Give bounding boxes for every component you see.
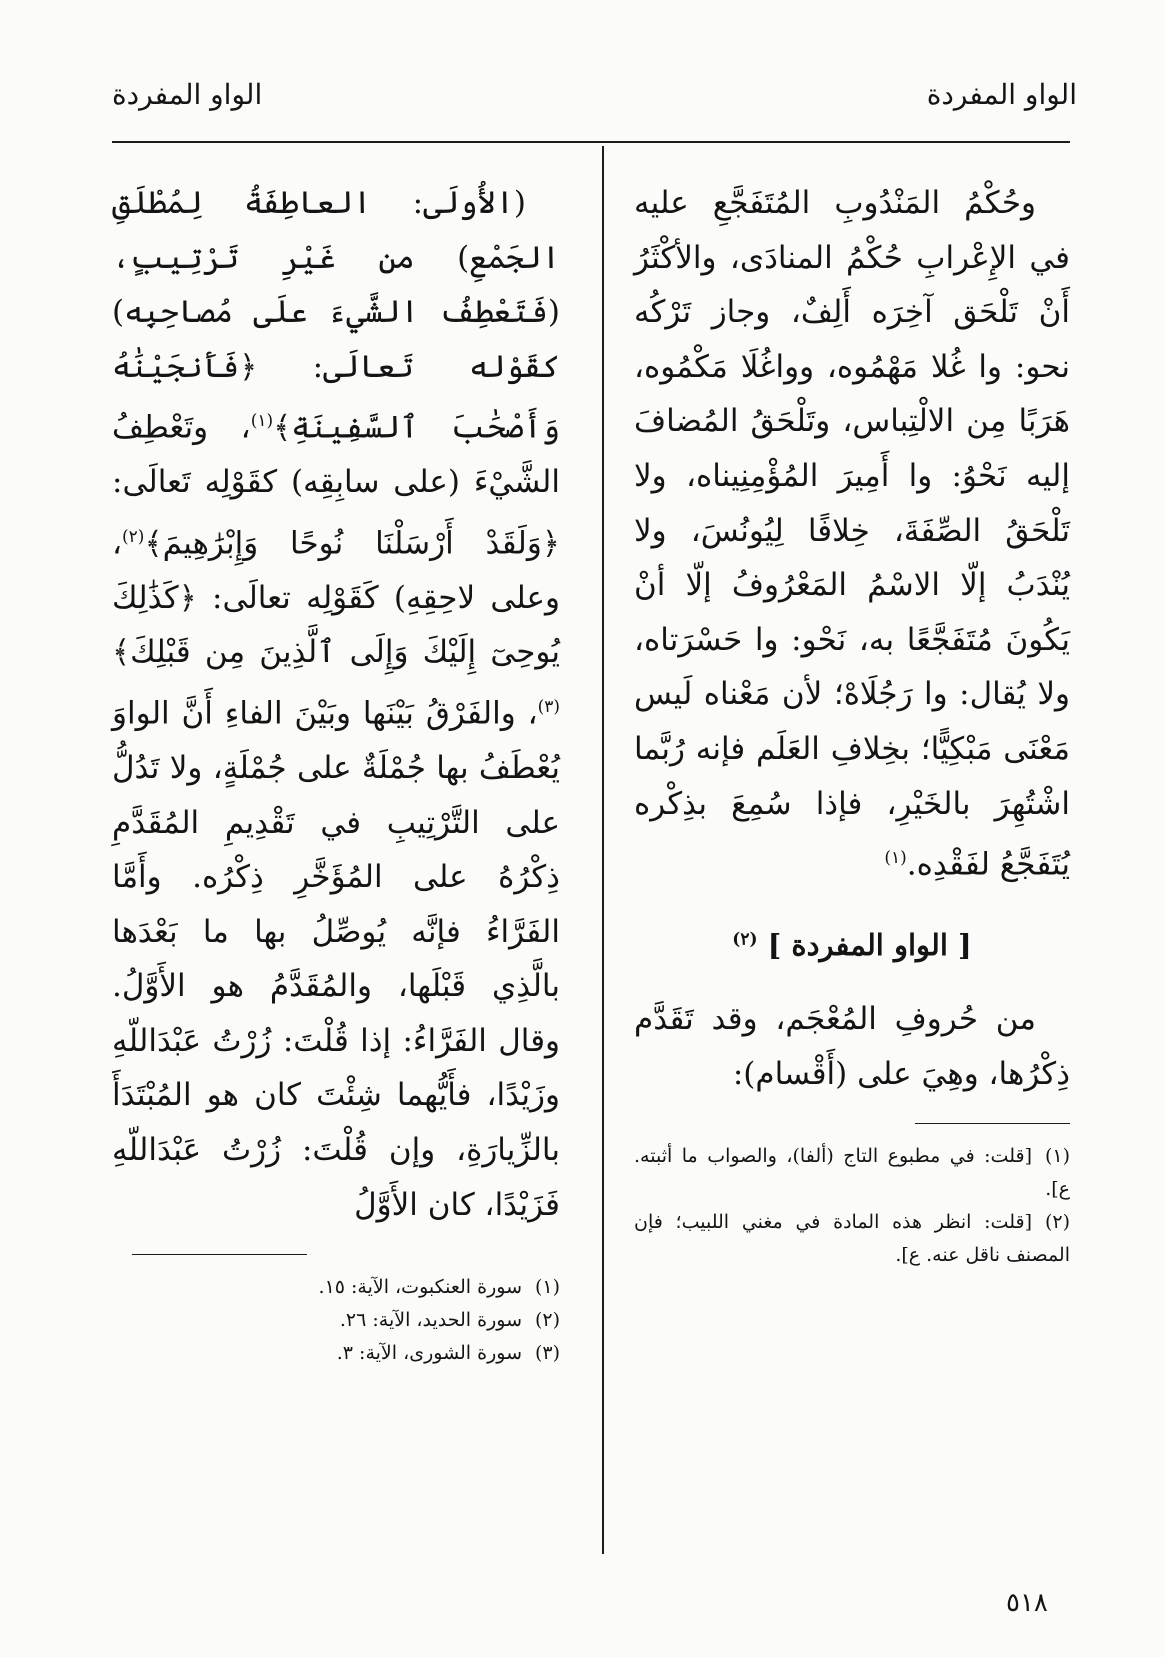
footnote — [634, 1140, 1070, 1206]
left-paragraph — [112, 176, 560, 1232]
footnote-ref: (٢) — [732, 929, 758, 950]
footnote-number: (١) — [1044, 1145, 1070, 1168]
page-number: ٥١٨ — [1006, 1588, 1048, 1618]
footnote-ref: (١) — [884, 848, 907, 869]
footnote-number: (٢) — [534, 1309, 560, 1332]
text-segment: ، والفَرْقُ بَيْنَها وبَيْنَ الفاءِ أَنَّ الواوَ يُعْطَفُ بها جُمْلَةٌ على جُمْلَةٍ، ولا تَدُلُّ على التَّرْتِيبِ في تَقْدِيمِ المُقَدَّمِ ذِكْرُهُ على المُؤَخَّرِ ذِكْرُه. وأَمَّا الفَرَّاءُ فإنَّه يُوصِّلُ بها ما بَعْدَها بالَّذِي قَبْلَها، والمُقَدَّمُ هو الأَوَّلُ. وقال الفَرَّاءُ: إذا قُلْتَ: زُرْتُ عَبْدَاللّهِ وزَيْدًا، فأَيُّهما شِئْتَ كان هو المُبْتَدَأَ بالزِّيارَةِ، وإن قُلْتَ: زُرْتُ عَبْدَاللّهِ فَزَيْدًا، كان الأَوَّلُ — [112, 695, 560, 1223]
text-segment: (الأُولَى: العاطِفَةُ لِمُطْلَقِ الجَمْعِ) من غَيْرِ تَرْتِيبٍ، (فَتَعْطِفُ الشَّيءَ علَى مُصاحِبِه) كقَوْله تَعالَى: ﴿فَأَنجَيْنَٰهُ وَأَصْحَٰبَ ٱلسَّفِينَةِ﴾ — [112, 185, 561, 446]
text-segment: ، وعلى لاحِقِهِ) كَقَوْلِه تعالَى: ﴿كَذَٰلِكَ يُوحِىٓ إِلَيْكَ وَإِلَى ٱلَّذِينَ مِن قَبْلِكَ﴾ — [112, 525, 560, 671]
footnote — [112, 1337, 560, 1370]
footnote-ref: (١) — [250, 411, 274, 432]
right-column — [634, 176, 1070, 1272]
footnote-number: (٣) — [534, 1342, 560, 1365]
running-header-left: الواو المفردة — [112, 78, 263, 111]
footnote-rule — [132, 1254, 307, 1255]
footnote-ref: (٢) — [122, 526, 145, 547]
section-heading-text: [ الواو المفردة ] — [767, 928, 972, 963]
footnote-number: (٢) — [1044, 1211, 1070, 1234]
footnote — [112, 1304, 560, 1337]
footnote-text: سورة الحديد، الآية: ٢٦. — [339, 1309, 522, 1332]
footnote-rule — [915, 1123, 1070, 1124]
footnote-text: سورة الشورى، الآية: ٣. — [336, 1342, 522, 1365]
right-paragraph-2: من حُروفِ المُعْجَم، وقد تَقَدَّم ذِكْرُها، وهِيَ على (أَقْسام): — [634, 1001, 1070, 1092]
footnote-text: [قلت: انظر هذه المادة في مغني اللبيب؛ فإن المصنف ناقل عنه. ع]. — [634, 1211, 1070, 1267]
left-column — [112, 176, 560, 1370]
running-header-right: الواو المفردة — [926, 78, 1077, 111]
header-rule — [112, 141, 1070, 143]
section-heading — [634, 928, 1070, 962]
footnote — [634, 1206, 1070, 1272]
footnote-text: سورة العنكبوت، الآية: ١٥. — [318, 1276, 522, 1299]
right-paragraph-1 — [634, 176, 1070, 892]
right-paragraph-1-text: وحُكْمُ المَنْدُوبِ المُتَفَجَّعِ عليه في الإِعْرابِ حُكْمُ المنادَى، والأكْثَرُ أَنْ تَلْحَق آخِرَه أَلِفٌ، وجاز تَرْكُه نحو: وا غُلا مَهْمُوه، وواغُلَا مَكْمُوه، هَرَبًا مِن الالْتِباس، وتَلْحَقُ المُضافَ إليه نَحْوُ: وا أَمِيرَ المُؤْمِنِيناه، ولا تَلْحَقُ الصِّفَةَ، خِلافًا لِيُونُسَ، ولا يُنْدَبُ إلّا الاسْمُ المَعْرُوفُ إلّا أنْ يَكُونَ مُتَفَجَّعًا به، نَحْو: وا حَسْرَتاه، ولا يُقال: وا رَجُلَاهْ؛ لأن مَعْناه لَيس مَعْنَى مَبْكِيًّا؛ بخِلافِ العَلَم فإنه رُبَّما اشْتُهِرَ بالخَيْرِ، فإذا سُمِعَ بذِكْره يُتَفَجَّعُ لفَقْدِه. — [634, 185, 1070, 883]
footnote-ref: (٣) — [537, 697, 560, 717]
footnote — [112, 1271, 560, 1304]
footnote-text: [قلت: في مطبوع التاج (ألفا)، والصواب ما أثبته. ع]. — [634, 1145, 1070, 1201]
footnote-number: (١) — [534, 1276, 560, 1299]
text-segment: ، وتَعْطِفُ الشَّيْءَ (على سابِقِه) كقَوْلِه تَعالَى: ﴿وَلَقَدْ أَرْسَلْنَا نُوحًا وَإِبْرَٰهِيمَ﴾ — [112, 409, 560, 562]
column-divider — [602, 146, 604, 1554]
